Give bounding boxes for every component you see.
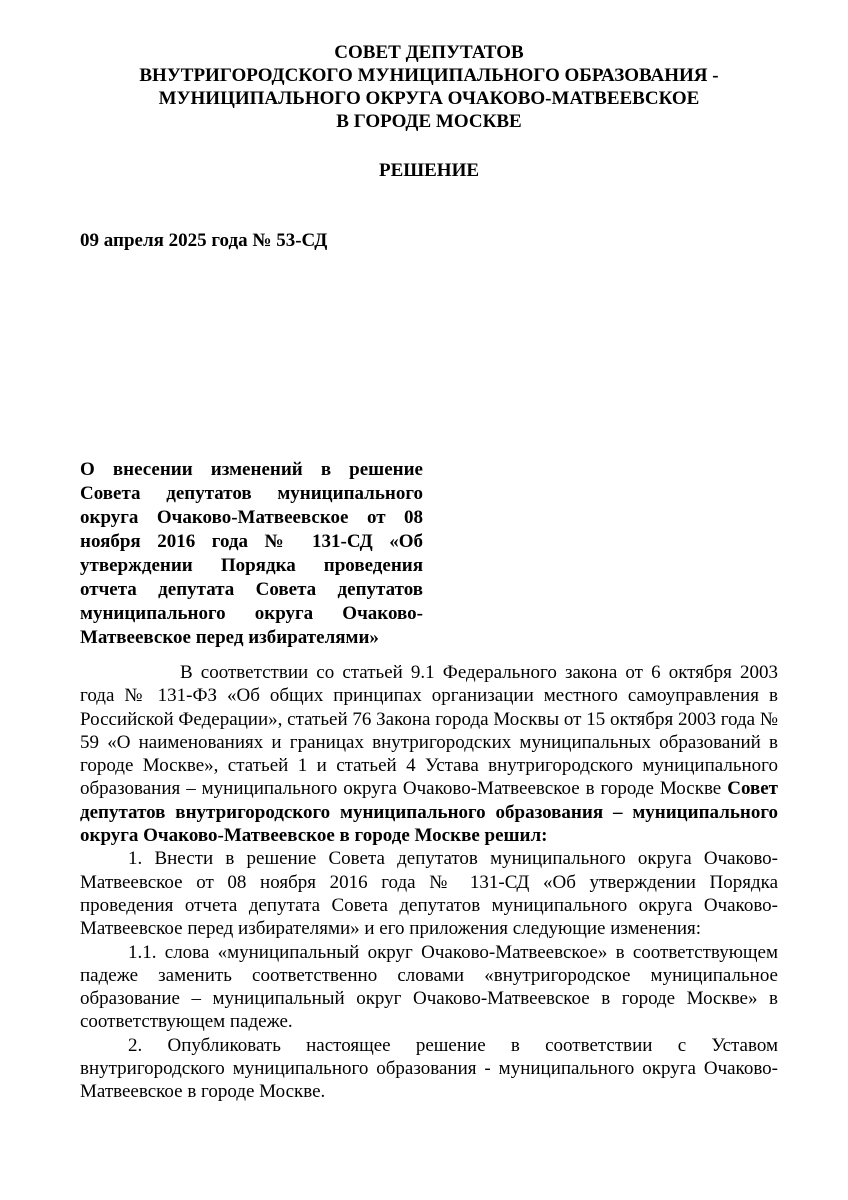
header-line: ВНУТРИГОРОДСКОГО МУНИЦИПАЛЬНОГО ОБРАЗОВАНИЯ -: [139, 65, 719, 86]
preamble-paragraph: [80, 661, 778, 847]
document-date-number: 09 апреля 2025 года № 53-СД: [80, 230, 328, 251]
item-1-paragraph: 1. Внести в решение Совета депутатов муниципального округа Очаково-Матвеевское от 08 ноября 2016 года № 131-СД «Об утверждении Порядка проведения отчета депутата Совета депутатов муниципального округа Очаково-Матвеевское перед избирателями» и его приложения следующие изменения:: [80, 848, 778, 940]
subject-line: отчета депутата Совета депутатов: [80, 579, 423, 600]
council-header: [80, 41, 778, 133]
item-2-paragraph: 2. Опубликовать настоящее решение в соответствии с Уставом внутригородского муниципального образования - муниципального округа Очаково-Матвеевское в городе Москве.: [80, 1034, 778, 1103]
decision-body: [80, 661, 778, 1104]
subject-line: округа Очаково-Матвеевское от 08: [80, 507, 423, 528]
subject-line: О внесении изменений в решение: [80, 459, 423, 480]
document-type-title: РЕШЕНИЕ: [378, 160, 480, 181]
header-line: МУНИЦИПАЛЬНОГО ОКРУГА ОЧАКОВО-МАТВЕЕВСКОЕ: [158, 88, 700, 109]
subject-line: муниципального округа Очаково-: [80, 603, 423, 624]
header-line: СОВЕТ ДЕПУТАТОВ: [334, 42, 524, 63]
subject-line: ноября 2016 года № 131-СД «Об: [80, 531, 423, 552]
subject-line: Совета депутатов муниципального: [80, 483, 423, 504]
subject-line: утверждении Порядка проведения: [80, 555, 423, 576]
header-line: В ГОРОДЕ МОСКВЕ: [336, 111, 522, 132]
subject-line: Матвеевское перед избирателями»: [80, 627, 379, 648]
preamble-text: В соответствии со статьей 9.1 Федерального закона от 6 октября 2003 года № 131-ФЗ «Об общих принципах организации местного самоуправления в Российской Федерации», статьей 76 Закона города Москвы от 15 октября 2003 года № 59 «О наименованиях и границах внутригородских муниципальных образований в городе Москве», статьей 1 и статьей 4 Устава внутригородского муниципального образования – муниципального округа Очаково-Матвеевское в городе Москве: [80, 662, 778, 800]
resolution-statement: Совет депутатов внутригородского муниципального образования – муниципального округа Очаково-Матвеевское в городе Москве решил:: [80, 778, 778, 847]
decision-subject: [80, 458, 423, 650]
item-1-1-paragraph: 1.1. слова «муниципальный округ Очаково-Матвеевское» в соответствующем падеже заменить соответственно словами «внутригородское муниципальное образование – муниципальный округ Очаково-Матвеевское в городе Москве» в соответствующем падеже.: [80, 941, 778, 1033]
